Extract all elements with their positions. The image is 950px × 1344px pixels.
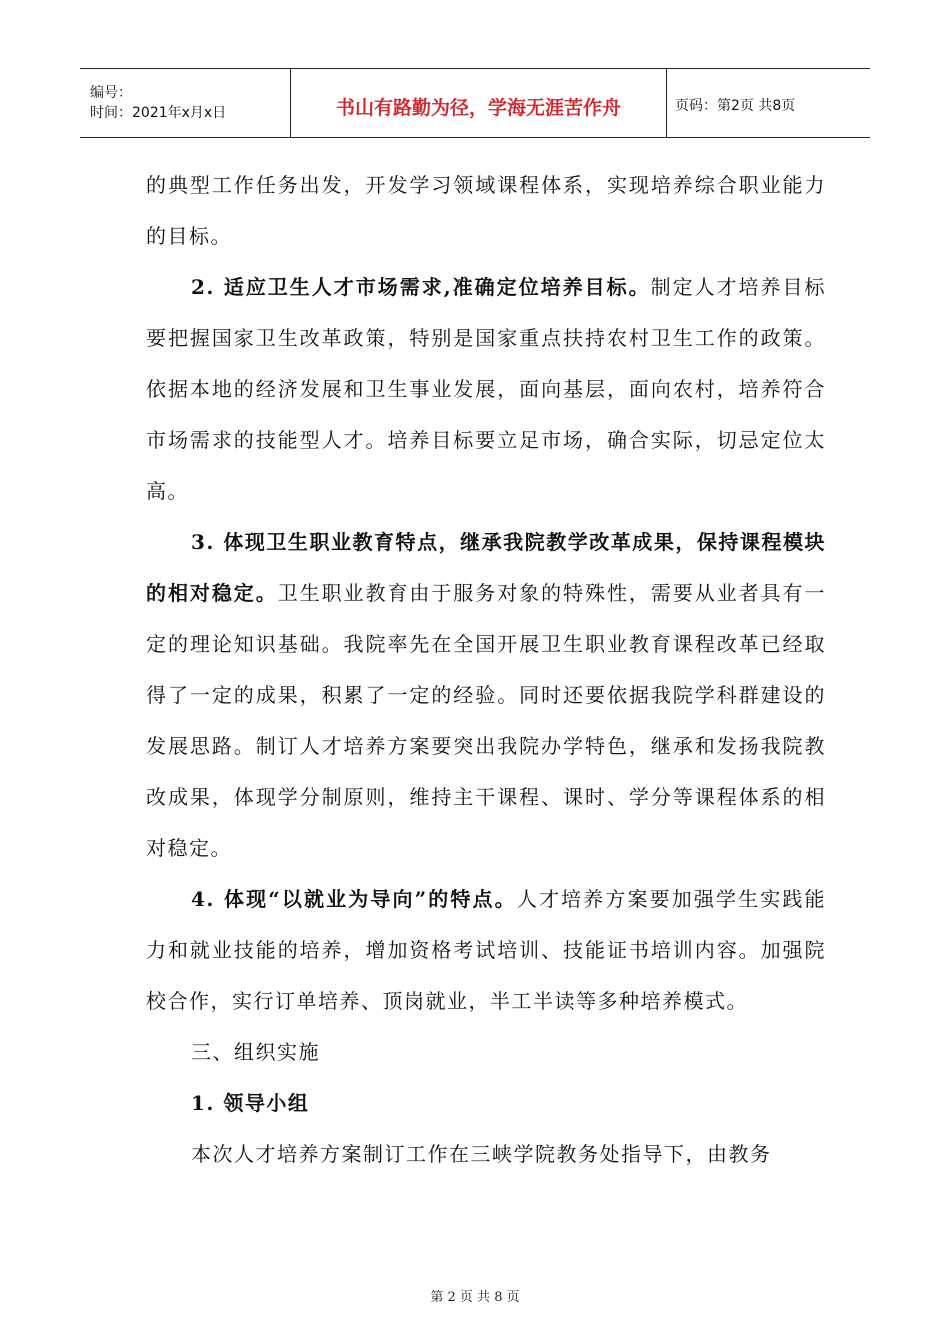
paragraph-heading: 2. 适应卫生人才市场需求,准确定位培养目标。	[191, 275, 651, 299]
paragraph-heading: 3. 体现卫生职业教育特点，继承我院教学改革成果，保持课程模块的相对稳定。	[146, 530, 826, 605]
header-motto	[291, 69, 667, 137]
page-footer	[0, 1286, 950, 1305]
header-meta	[80, 69, 291, 137]
subsection-heading: 1. 领导小组	[191, 1091, 310, 1115]
header-page-info	[667, 69, 870, 137]
paragraph-heading: 4. 体现“以就业为导向”的特点。	[191, 887, 517, 911]
code-label: 编号：	[90, 85, 132, 101]
paragraph-continuation: 的典型工作任务出发，开发学习领域课程体系，实现培养综合职业能力的目标。	[146, 173, 826, 248]
time-label: 时间：2021年x月x日	[90, 105, 227, 121]
paragraph-item-2	[146, 262, 826, 517]
section-heading: 三、组织实施	[191, 1040, 320, 1064]
footer-page-number: 第 2 页 共 8 页	[430, 1290, 520, 1305]
page-header	[80, 68, 870, 138]
paragraph-text: 人才培养方案要加强学生实践能力和就业技能的培养，增加资格考试培训、技能证书培训内容。加强院校合作，实行订单培养、顶岗就业，半工半读等多种培养模式。	[146, 887, 827, 1013]
paragraph-item-3	[146, 517, 826, 874]
motto-text: 书山有路勤为径，学海无涯苦作舟	[335, 96, 621, 119]
paragraph-body: 本次人才培养方案制订工作在三峡学院教务处指导下，由教务	[191, 1142, 772, 1166]
page-info-text: 页码：第2页 共8页	[675, 98, 796, 114]
paragraph-item-4	[146, 874, 826, 1027]
paragraph-text: 制定人才培养目标要把握国家卫生改革政策，特别是国家重点扶持农村卫生工作的政策。依据本地的经济发展和卫生事业发展，面向基层，面向农村，培养符合市场需求的技能型人才。培养目标要立足市场，确合实际，切忌定位太高。	[146, 275, 827, 503]
document-body	[146, 160, 826, 1180]
paragraph-text: 卫生职业教育由于服务对象的特殊性，需要从业者具有一定的理论知识基础。我院率先在全国开展卫生职业教育课程改革已经取得了一定的成果，积累了一定的经验。同时还要依据我院学科群建设的发展思路。制订人才培养方案要突出我院办学特色，继承和发扬我院教改成果，体现学分制原则，维持主干课程、课时、学分等课程体系的相对稳定。	[146, 581, 827, 860]
